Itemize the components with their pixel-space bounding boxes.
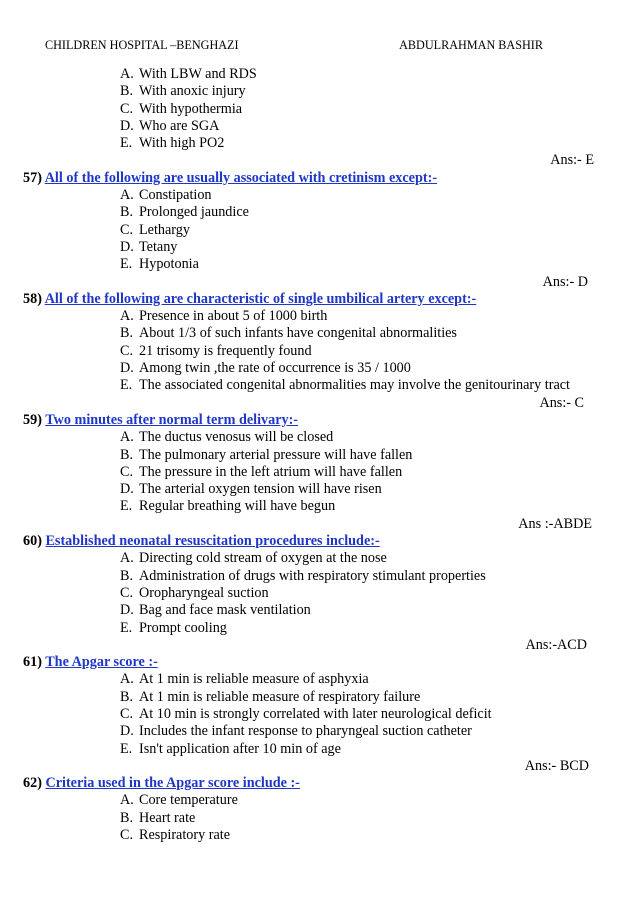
- answer-key: Ans :-ABDE: [518, 515, 592, 532]
- option-text: About 1/3 of such infants have congenital abnormalities: [139, 325, 457, 342]
- question-text: All of the following are characteristic of single umbilical artery except:-: [44, 290, 477, 307]
- option-letter: A.: [120, 792, 134, 809]
- option-text: With high PO2: [139, 135, 225, 152]
- option-letter: E.: [120, 498, 133, 515]
- question-number: 60): [23, 533, 42, 550]
- answer-option: [0, 222, 638, 239]
- option-letter: A.: [120, 550, 134, 567]
- answer-option: [0, 135, 638, 152]
- answer-key: Ans:- D: [542, 273, 588, 290]
- option-letter: A.: [120, 671, 134, 688]
- option-letter: C.: [120, 463, 134, 480]
- option-text: At 10 min is strongly correlated with later neurological deficit: [139, 705, 492, 722]
- option-text: Tetany: [139, 238, 178, 255]
- option-text: At 1 min is reliable measure of respiratory failure: [139, 688, 421, 705]
- option-text: Prompt cooling: [139, 619, 227, 636]
- answer-key: Ans:- E: [550, 152, 594, 169]
- option-letter: D.: [120, 723, 134, 740]
- option-letter: A.: [120, 66, 134, 82]
- question-number: 59): [23, 411, 42, 428]
- option-text: Isn't application after 10 min of age: [139, 740, 341, 757]
- option-letter: E.: [120, 377, 133, 394]
- answer-option: [0, 447, 638, 464]
- option-letter: C.: [120, 100, 134, 117]
- option-letter: E.: [120, 135, 133, 152]
- option-letter: D.: [120, 238, 134, 255]
- question-heading: [0, 412, 638, 429]
- answer-option: [0, 602, 638, 619]
- option-letter: E.: [120, 740, 133, 757]
- answer-option: [0, 723, 638, 740]
- question-number: 61): [23, 654, 42, 671]
- option-text: The ductus venosus will be closed: [139, 429, 334, 446]
- option-text: Regular breathing will have begun: [139, 498, 336, 515]
- answer-key: Ans:-ACD: [525, 636, 587, 653]
- option-letter: B.: [120, 567, 134, 584]
- option-text: The pressure in the left atrium will have fallen: [139, 463, 403, 480]
- option-text: Directing cold stream of oxygen at the nose: [139, 550, 387, 567]
- option-text: Lethargy: [139, 221, 190, 238]
- option-text: Oropharyngeal suction: [139, 584, 269, 601]
- answer-option: [0, 101, 638, 118]
- answer-option: [0, 585, 638, 602]
- option-text: Heart rate: [139, 809, 196, 826]
- answer-option: [0, 256, 638, 273]
- answer-option: [0, 308, 638, 325]
- answer-option: [0, 83, 638, 100]
- option-letter: C.: [120, 705, 134, 722]
- option-text: Who are SGA: [139, 117, 220, 134]
- option-letter: C.: [120, 221, 134, 238]
- answer-option: [0, 187, 638, 204]
- option-text: Includes the infant response to pharyngeal suction catheter: [139, 723, 472, 740]
- question-text: Established neonatal resuscitation procedures include:-: [45, 533, 380, 550]
- option-text: Hypotonia: [139, 256, 199, 273]
- answer-option: [0, 810, 638, 827]
- answer-option: [0, 481, 638, 498]
- option-text: With hypothermia: [139, 100, 243, 117]
- answer-key: Ans:- BCD: [524, 757, 589, 774]
- option-letter: C.: [120, 584, 134, 601]
- answer-option: [0, 377, 638, 394]
- option-letter: A.: [120, 429, 134, 446]
- option-text: At 1 min is reliable measure of asphyxia: [139, 671, 369, 688]
- option-text: The associated congenital abnormalities may involve the genitourinary tract: [139, 377, 570, 394]
- option-letter: B.: [120, 83, 134, 100]
- answer-option: [0, 325, 638, 342]
- answer-option: [0, 118, 638, 135]
- option-text: The pulmonary arterial pressure will have fallen: [139, 446, 413, 463]
- option-letter: E.: [120, 619, 133, 636]
- option-letter: D.: [120, 602, 134, 619]
- answer-key: Ans:- C: [539, 394, 584, 411]
- question-text: All of the following are usually associated with cretinism except:-: [44, 169, 438, 186]
- answer-option: [0, 827, 638, 844]
- answer-option: [0, 671, 638, 688]
- question-list: [0, 66, 638, 844]
- answer-option: [0, 239, 638, 256]
- answer-option: [0, 741, 638, 758]
- question-heading: [0, 775, 638, 792]
- option-text: Constipation: [139, 187, 212, 204]
- option-letter: D.: [120, 117, 134, 134]
- question-heading: [0, 654, 638, 671]
- option-letter: B.: [120, 325, 134, 342]
- answer-option: [0, 568, 638, 585]
- option-text: Core temperature: [139, 792, 238, 809]
- page-header: [45, 38, 543, 53]
- question-text: The Apgar score :-: [45, 654, 158, 671]
- option-letter: A.: [120, 187, 134, 204]
- option-letter: D.: [120, 481, 134, 498]
- question-number: 57): [23, 169, 42, 186]
- question-number: 62): [23, 775, 42, 792]
- option-letter: C.: [120, 827, 134, 844]
- option-letter: D.: [120, 360, 134, 377]
- question-heading: [0, 170, 638, 187]
- option-text: Administration of drugs with respiratory stimulant properties: [139, 567, 486, 584]
- option-letter: E.: [120, 256, 133, 273]
- answer-option: [0, 464, 638, 481]
- answer-option: [0, 792, 638, 809]
- question-text: Criteria used in the Apgar score include :-: [45, 775, 300, 792]
- option-text: Presence in about 5 of 1000 birth: [139, 308, 328, 325]
- option-letter: C.: [120, 342, 134, 359]
- option-text: Bag and face mask ventilation: [139, 602, 311, 619]
- option-letter: B.: [120, 688, 134, 705]
- option-text: 21 trisomy is frequently found: [139, 342, 312, 359]
- question-heading: [0, 291, 638, 308]
- header-hospital: CHILDREN HOSPITAL –BENGHAZI: [45, 38, 239, 52]
- answer-option: [0, 620, 638, 637]
- option-text: With LBW and RDS: [139, 66, 257, 82]
- answer-option: [0, 429, 638, 446]
- question-text: Two minutes after normal term delivary:-: [45, 411, 299, 428]
- option-letter: A.: [120, 308, 134, 325]
- answer-option: [0, 550, 638, 567]
- option-text: The arterial oxygen tension will have risen: [139, 481, 382, 498]
- option-letter: B.: [120, 204, 134, 221]
- answer-option: [0, 360, 638, 377]
- header-author: ABDULRAHMAN BASHIR: [399, 38, 543, 52]
- option-letter: B.: [120, 809, 134, 826]
- answer-option: [0, 706, 638, 723]
- answer-option: [0, 343, 638, 360]
- question-number: 58): [23, 290, 42, 307]
- option-text: With anoxic injury: [139, 83, 246, 100]
- option-text: Respiratory rate: [139, 827, 230, 844]
- option-text: Among twin ,the rate of occurrence is 35 / 1000: [139, 360, 411, 377]
- answer-option: [0, 498, 638, 515]
- answer-option: [0, 689, 638, 706]
- question-heading: [0, 533, 638, 550]
- answer-option: [0, 204, 638, 221]
- option-letter: B.: [120, 446, 134, 463]
- answer-option: [0, 66, 638, 83]
- option-text: Prolonged jaundice: [139, 204, 249, 221]
